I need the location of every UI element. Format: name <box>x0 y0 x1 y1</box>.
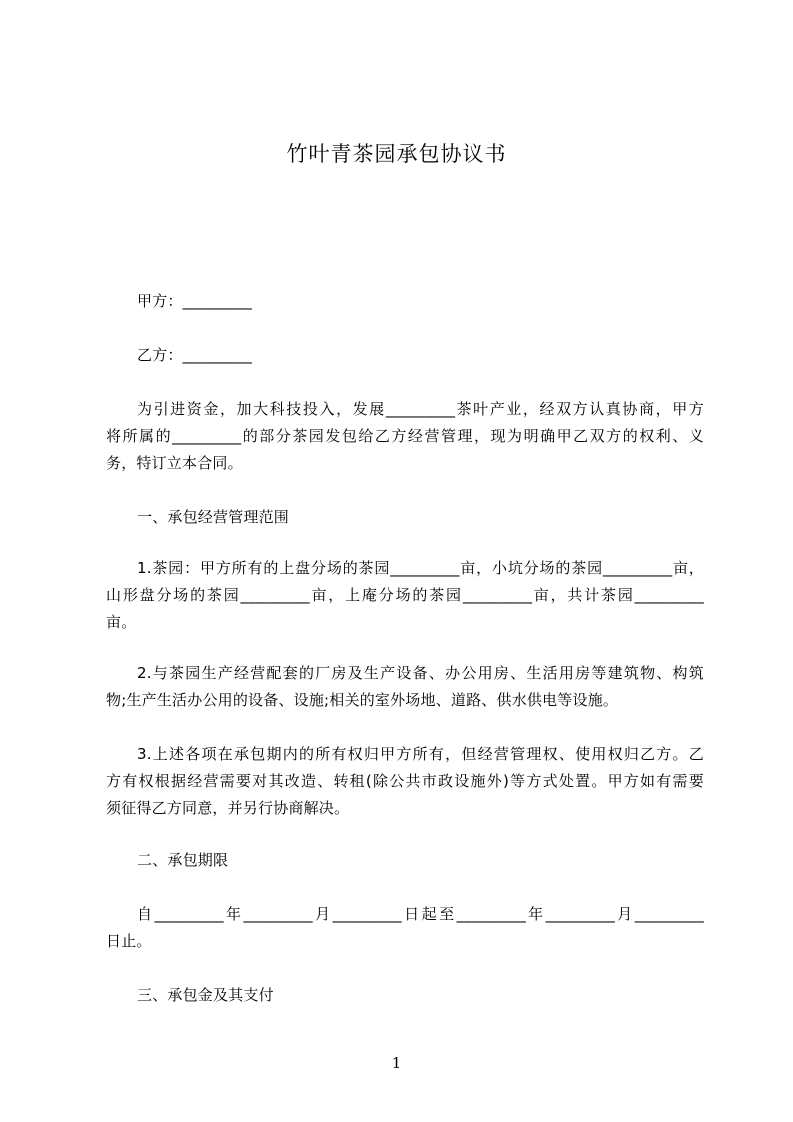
paragraph-line: 日止。 <box>106 932 152 950</box>
page-number: 1 <box>391 1054 402 1072</box>
document-title: 竹叶青茶园承包协议书 <box>286 142 507 166</box>
paragraph-line: 亩。 <box>106 613 137 631</box>
section-heading-term: 二、承包期限 <box>137 851 229 869</box>
paragraph-line: 3.上述各项在承包期内的所有权归甲方所有，但经营管理权、使用权归乙方。乙 <box>137 745 704 763</box>
paragraph-line: 物;生产生活办公用的设备、设施;相关的室外场地、道路、供水供电等设施。 <box>106 691 619 709</box>
paragraph-line: 自_________年_________月_________日起至_________年_________月_________ <box>137 905 704 923</box>
paragraph-line: 将所属的_________的部分茶园发包给乙方经营管理，现为明确甲乙双方的权利、义 <box>106 427 704 445</box>
party-b-line: 乙方：_________ <box>137 346 252 364</box>
paragraph-line: 须征得乙方同意，并另行协商解决。 <box>106 799 350 817</box>
paragraph-line: 1.茶园：甲方所有的上盘分场的茶园_________亩，小坑分场的茶园_________亩， <box>137 559 704 577</box>
party-a-line: 甲方：_________ <box>137 292 252 310</box>
paragraph-line: 务，特订立本合同。 <box>106 454 243 472</box>
paragraph-line: 山形盘分场的茶园_________亩，上庵分场的茶园_________亩，共计茶园_________ <box>106 586 704 604</box>
paragraph-line: 方有权根据经营需要对其改造、转租(除公共市政设施外)等方式处置。甲方如有需要 <box>106 772 704 790</box>
section-heading-payment: 三、承包金及其支付 <box>137 986 274 1004</box>
paragraph-line: 为引进资金，加大科技投入，发展_________茶叶产业，经双方认真协商，甲方 <box>137 400 704 418</box>
paragraph-line: 2.与茶园生产经营配套的厂房及生产设备、办公用房、生活用房等建筑物、构筑 <box>137 664 704 682</box>
section-heading-scope: 一、承包经营管理范围 <box>137 508 290 526</box>
